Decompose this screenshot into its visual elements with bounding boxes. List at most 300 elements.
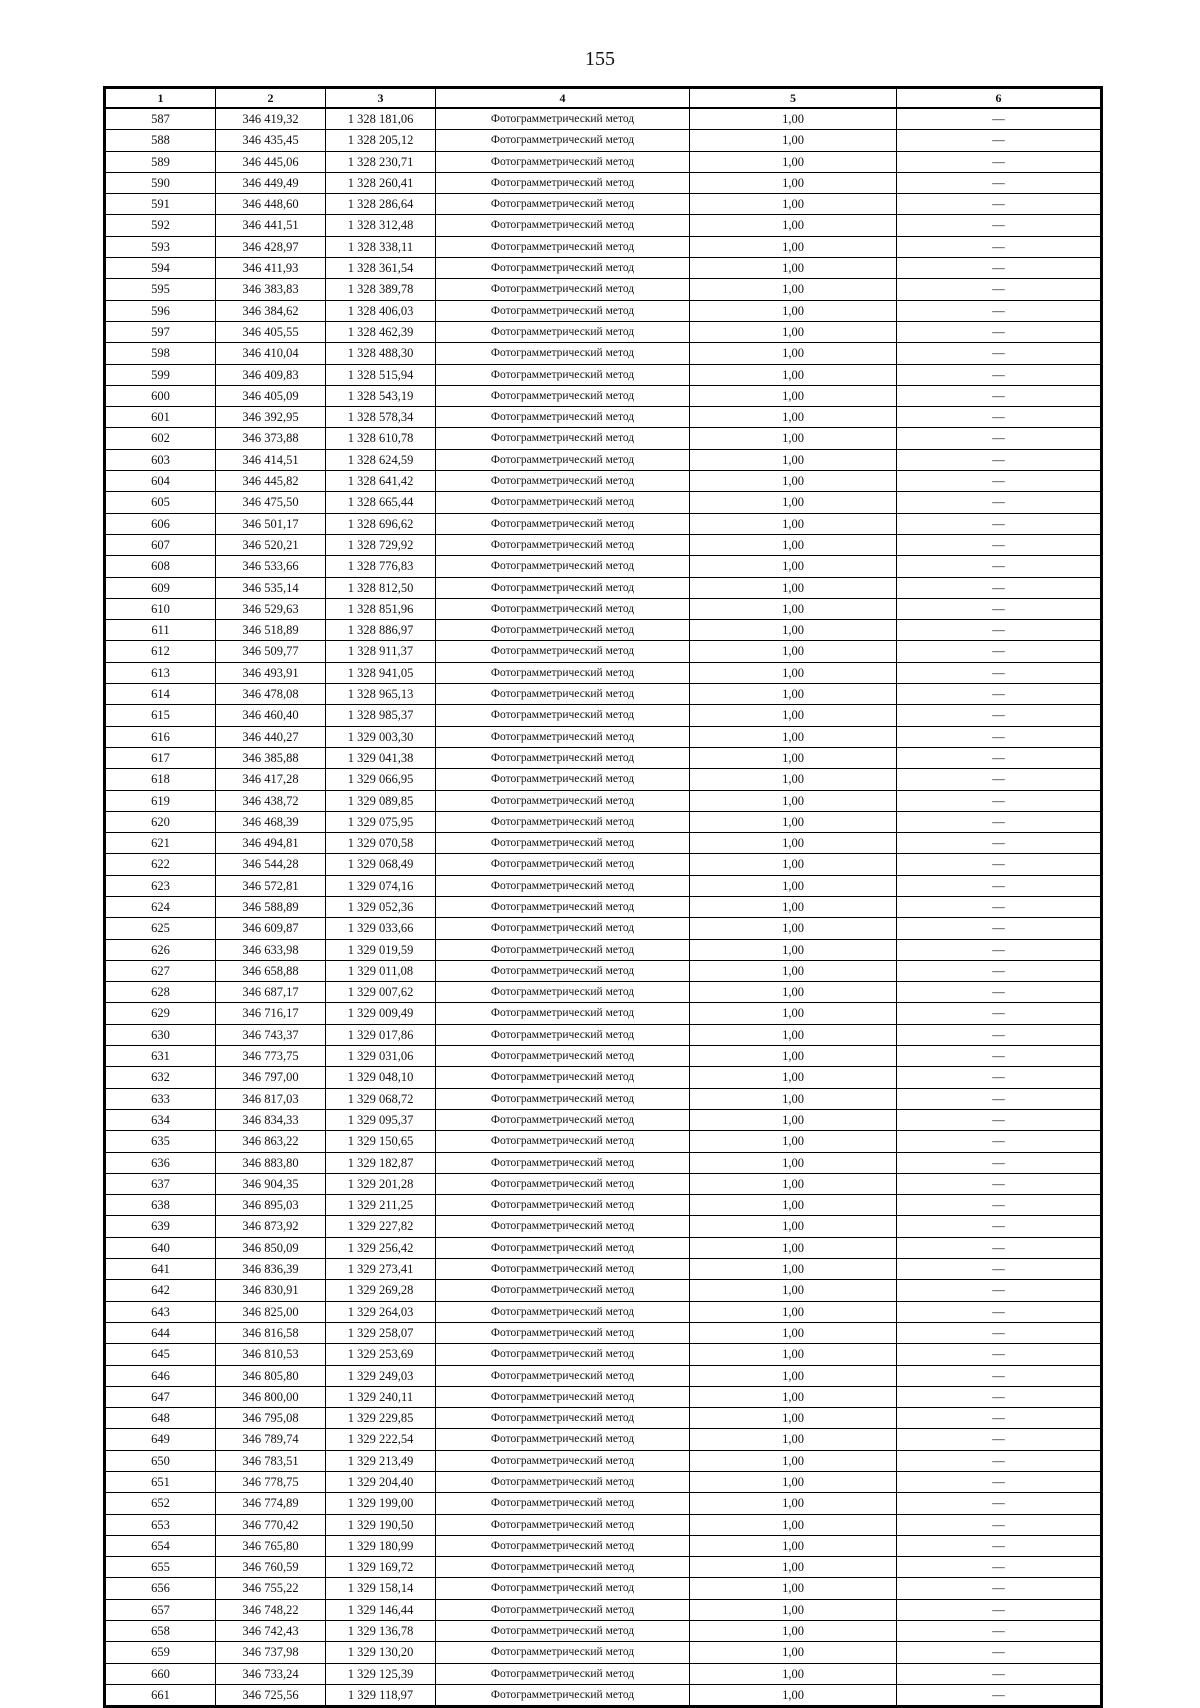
accuracy-cell: 1,00: [690, 471, 897, 492]
accuracy-cell: 1,00: [690, 1472, 897, 1493]
x-coordinate-cell: 346 392,95: [216, 407, 326, 428]
note-cell: —: [897, 982, 1102, 1003]
method-cell: Фотограмметрический метод: [436, 1109, 690, 1130]
y-coordinate-cell: 1 328 610,78: [326, 428, 436, 449]
y-coordinate-cell: 1 329 269,28: [326, 1280, 436, 1301]
method-cell: Фотограмметрический метод: [436, 1642, 690, 1663]
x-coordinate-cell: 346 609,87: [216, 918, 326, 939]
accuracy-cell: 1,00: [690, 641, 897, 662]
point-number-cell: 587: [105, 108, 216, 130]
accuracy-cell: 1,00: [690, 130, 897, 151]
table-row: [105, 279, 1102, 300]
x-coordinate-cell: 346 778,75: [216, 1472, 326, 1493]
y-coordinate-cell: 1 329 258,07: [326, 1322, 436, 1343]
note-cell: —: [897, 620, 1102, 641]
accuracy-cell: 1,00: [690, 1280, 897, 1301]
y-coordinate-cell: 1 329 190,50: [326, 1514, 436, 1535]
note-cell: —: [897, 1365, 1102, 1386]
x-coordinate-cell: 346 509,77: [216, 641, 326, 662]
method-cell: Фотограмметрический метод: [436, 833, 690, 854]
point-number-cell: 605: [105, 492, 216, 513]
y-coordinate-cell: 1 328 260,41: [326, 172, 436, 193]
table-row: [105, 471, 1102, 492]
note-cell: —: [897, 1450, 1102, 1471]
point-number-cell: 613: [105, 662, 216, 683]
method-cell: Фотограмметрический метод: [436, 790, 690, 811]
point-number-cell: 588: [105, 130, 216, 151]
point-number-cell: 616: [105, 726, 216, 747]
point-number-cell: 657: [105, 1599, 216, 1620]
note-cell: —: [897, 1578, 1102, 1599]
x-coordinate-cell: 346 836,39: [216, 1259, 326, 1280]
note-cell: —: [897, 215, 1102, 236]
method-cell: Фотограмметрический метод: [436, 1535, 690, 1556]
point-number-cell: 644: [105, 1322, 216, 1343]
note-cell: —: [897, 1493, 1102, 1514]
table-row: [105, 343, 1102, 364]
point-number-cell: 636: [105, 1152, 216, 1173]
column-header-4: 4: [436, 88, 690, 109]
method-cell: Фотограмметрический метод: [436, 747, 690, 768]
x-coordinate-cell: 346 383,83: [216, 279, 326, 300]
note-cell: —: [897, 279, 1102, 300]
column-header-2: 2: [216, 88, 326, 109]
y-coordinate-cell: 1 329 068,72: [326, 1088, 436, 1109]
point-number-cell: 617: [105, 747, 216, 768]
accuracy-cell: 1,00: [690, 172, 897, 193]
x-coordinate-cell: 346 895,03: [216, 1195, 326, 1216]
accuracy-cell: 1,00: [690, 1642, 897, 1663]
accuracy-cell: 1,00: [690, 1067, 897, 1088]
y-coordinate-cell: 1 328 729,92: [326, 534, 436, 555]
point-number-cell: 599: [105, 364, 216, 385]
note-cell: —: [897, 1003, 1102, 1024]
y-coordinate-cell: 1 329 204,40: [326, 1472, 436, 1493]
accuracy-cell: 1,00: [690, 620, 897, 641]
table-row: [105, 1429, 1102, 1450]
x-coordinate-cell: 346 535,14: [216, 577, 326, 598]
point-number-cell: 622: [105, 854, 216, 875]
point-number-cell: 614: [105, 684, 216, 705]
y-coordinate-cell: 1 328 543,19: [326, 385, 436, 406]
x-coordinate-cell: 346 755,22: [216, 1578, 326, 1599]
table-row: [105, 1408, 1102, 1429]
note-cell: —: [897, 833, 1102, 854]
point-number-cell: 646: [105, 1365, 216, 1386]
accuracy-cell: 1,00: [690, 534, 897, 555]
y-coordinate-cell: 1 329 048,10: [326, 1067, 436, 1088]
method-cell: Фотограмметрический метод: [436, 1322, 690, 1343]
x-coordinate-cell: 346 716,17: [216, 1003, 326, 1024]
method-cell: Фотограмметрический метод: [436, 1408, 690, 1429]
table-row: [105, 534, 1102, 555]
table-row: [105, 1599, 1102, 1620]
accuracy-cell: 1,00: [690, 300, 897, 321]
y-coordinate-cell: 1 329 031,06: [326, 1046, 436, 1067]
note-cell: —: [897, 662, 1102, 683]
x-coordinate-cell: 346 410,04: [216, 343, 326, 364]
table-row: [105, 1195, 1102, 1216]
note-cell: —: [897, 534, 1102, 555]
y-coordinate-cell: 1 328 624,59: [326, 449, 436, 470]
method-cell: Фотограмметрический метод: [436, 1514, 690, 1535]
table-row: [105, 854, 1102, 875]
y-coordinate-cell: 1 329 158,14: [326, 1578, 436, 1599]
coordinates-table: [103, 86, 1103, 1708]
method-cell: Фотограмметрический метод: [436, 939, 690, 960]
x-coordinate-cell: 346 817,03: [216, 1088, 326, 1109]
method-cell: Фотограмметрический метод: [436, 343, 690, 364]
point-number-cell: 653: [105, 1514, 216, 1535]
y-coordinate-cell: 1 329 041,38: [326, 747, 436, 768]
note-cell: —: [897, 449, 1102, 470]
note-cell: —: [897, 1472, 1102, 1493]
note-cell: —: [897, 918, 1102, 939]
point-number-cell: 604: [105, 471, 216, 492]
method-cell: Фотограмметрический метод: [436, 279, 690, 300]
x-coordinate-cell: 346 478,08: [216, 684, 326, 705]
y-coordinate-cell: 1 329 264,03: [326, 1301, 436, 1322]
accuracy-cell: 1,00: [690, 726, 897, 747]
point-number-cell: 590: [105, 172, 216, 193]
method-cell: Фотограмметрический метод: [436, 577, 690, 598]
accuracy-cell: 1,00: [690, 321, 897, 342]
table-row: [105, 1237, 1102, 1258]
x-coordinate-cell: 346 384,62: [216, 300, 326, 321]
note-cell: —: [897, 407, 1102, 428]
note-cell: —: [897, 1088, 1102, 1109]
table-body: [105, 108, 1102, 1707]
y-coordinate-cell: 1 329 249,03: [326, 1365, 436, 1386]
table-row: [105, 620, 1102, 641]
method-cell: Фотограмметрический метод: [436, 1024, 690, 1045]
accuracy-cell: 1,00: [690, 1684, 897, 1706]
accuracy-cell: 1,00: [690, 1408, 897, 1429]
note-cell: —: [897, 1173, 1102, 1194]
table-row: [105, 833, 1102, 854]
point-number-cell: 620: [105, 811, 216, 832]
table-row: [105, 428, 1102, 449]
accuracy-cell: 1,00: [690, 1493, 897, 1514]
accuracy-cell: 1,00: [690, 108, 897, 130]
y-coordinate-cell: 1 329 213,49: [326, 1450, 436, 1471]
accuracy-cell: 1,00: [690, 343, 897, 364]
method-cell: Фотограмметрический метод: [436, 1621, 690, 1642]
note-cell: —: [897, 428, 1102, 449]
x-coordinate-cell: 346 544,28: [216, 854, 326, 875]
point-number-cell: 592: [105, 215, 216, 236]
accuracy-cell: 1,00: [690, 1344, 897, 1365]
accuracy-cell: 1,00: [690, 960, 897, 981]
method-cell: Фотограмметрический метод: [436, 534, 690, 555]
method-cell: Фотограмметрический метод: [436, 620, 690, 641]
x-coordinate-cell: 346 743,37: [216, 1024, 326, 1045]
x-coordinate-cell: 346 440,27: [216, 726, 326, 747]
accuracy-cell: 1,00: [690, 1621, 897, 1642]
note-cell: —: [897, 108, 1102, 130]
note-cell: —: [897, 1663, 1102, 1684]
x-coordinate-cell: 346 448,60: [216, 194, 326, 215]
point-number-cell: 595: [105, 279, 216, 300]
note-cell: —: [897, 896, 1102, 917]
accuracy-cell: 1,00: [690, 556, 897, 577]
method-cell: Фотограмметрический метод: [436, 1259, 690, 1280]
method-cell: Фотограмметрический метод: [436, 1301, 690, 1322]
note-cell: —: [897, 1621, 1102, 1642]
table-row: [105, 1109, 1102, 1130]
note-cell: —: [897, 513, 1102, 534]
table-row: [105, 1557, 1102, 1578]
x-coordinate-cell: 346 449,49: [216, 172, 326, 193]
column-header-6: 6: [897, 88, 1102, 109]
method-cell: Фотограмметрический метод: [436, 1578, 690, 1599]
y-coordinate-cell: 1 329 019,59: [326, 939, 436, 960]
accuracy-cell: 1,00: [690, 1535, 897, 1556]
point-number-cell: 593: [105, 236, 216, 257]
note-cell: —: [897, 684, 1102, 705]
note-cell: —: [897, 1280, 1102, 1301]
point-number-cell: 652: [105, 1493, 216, 1514]
note-cell: —: [897, 172, 1102, 193]
method-cell: Фотограмметрический метод: [436, 321, 690, 342]
method-cell: Фотограмметрический метод: [436, 1195, 690, 1216]
note-cell: —: [897, 960, 1102, 981]
method-cell: Фотограмметрический метод: [436, 300, 690, 321]
accuracy-cell: 1,00: [690, 982, 897, 1003]
table-row: [105, 1152, 1102, 1173]
accuracy-cell: 1,00: [690, 1365, 897, 1386]
point-number-cell: 618: [105, 769, 216, 790]
table-row: [105, 918, 1102, 939]
table-row: [105, 194, 1102, 215]
y-coordinate-cell: 1 328 941,05: [326, 662, 436, 683]
note-cell: —: [897, 1408, 1102, 1429]
note-cell: —: [897, 769, 1102, 790]
method-cell: Фотограмметрический метод: [436, 194, 690, 215]
y-coordinate-cell: 1 328 338,11: [326, 236, 436, 257]
table-row: [105, 236, 1102, 257]
table-row: [105, 747, 1102, 768]
table-row: [105, 130, 1102, 151]
x-coordinate-cell: 346 468,39: [216, 811, 326, 832]
x-coordinate-cell: 346 773,75: [216, 1046, 326, 1067]
method-cell: Фотограмметрический метод: [436, 854, 690, 875]
point-number-cell: 649: [105, 1429, 216, 1450]
point-number-cell: 654: [105, 1535, 216, 1556]
table-row: [105, 1642, 1102, 1663]
method-cell: Фотограмметрический метод: [436, 1237, 690, 1258]
table-row: [105, 1259, 1102, 1280]
x-coordinate-cell: 346 441,51: [216, 215, 326, 236]
x-coordinate-cell: 346 493,91: [216, 662, 326, 683]
x-coordinate-cell: 346 428,97: [216, 236, 326, 257]
table-row: [105, 449, 1102, 470]
point-number-cell: 635: [105, 1131, 216, 1152]
accuracy-cell: 1,00: [690, 194, 897, 215]
y-coordinate-cell: 1 329 199,00: [326, 1493, 436, 1514]
x-coordinate-cell: 346 518,89: [216, 620, 326, 641]
method-cell: Фотограмметрический метод: [436, 364, 690, 385]
table-row: [105, 1535, 1102, 1556]
method-cell: Фотограмметрический метод: [436, 641, 690, 662]
accuracy-cell: 1,00: [690, 1322, 897, 1343]
method-cell: Фотограмметрический метод: [436, 875, 690, 896]
accuracy-cell: 1,00: [690, 854, 897, 875]
y-coordinate-cell: 1 328 911,37: [326, 641, 436, 662]
x-coordinate-cell: 346 435,45: [216, 130, 326, 151]
point-number-cell: 596: [105, 300, 216, 321]
y-coordinate-cell: 1 328 389,78: [326, 279, 436, 300]
note-cell: —: [897, 598, 1102, 619]
table-row: [105, 598, 1102, 619]
point-number-cell: 633: [105, 1088, 216, 1109]
method-cell: Фотограмметрический метод: [436, 407, 690, 428]
y-coordinate-cell: 1 329 052,36: [326, 896, 436, 917]
point-number-cell: 594: [105, 258, 216, 279]
point-number-cell: 638: [105, 1195, 216, 1216]
y-coordinate-cell: 1 328 205,12: [326, 130, 436, 151]
note-cell: —: [897, 1344, 1102, 1365]
table-row: [105, 684, 1102, 705]
method-cell: Фотограмметрический метод: [436, 1046, 690, 1067]
y-coordinate-cell: 1 329 180,99: [326, 1535, 436, 1556]
note-cell: —: [897, 300, 1102, 321]
x-coordinate-cell: 346 658,88: [216, 960, 326, 981]
x-coordinate-cell: 346 385,88: [216, 747, 326, 768]
accuracy-cell: 1,00: [690, 513, 897, 534]
y-coordinate-cell: 1 328 696,62: [326, 513, 436, 534]
method-cell: Фотограмметрический метод: [436, 1599, 690, 1620]
x-coordinate-cell: 346 748,22: [216, 1599, 326, 1620]
point-number-cell: 628: [105, 982, 216, 1003]
x-coordinate-cell: 346 501,17: [216, 513, 326, 534]
accuracy-cell: 1,00: [690, 896, 897, 917]
y-coordinate-cell: 1 328 578,34: [326, 407, 436, 428]
method-cell: Фотограмметрический метод: [436, 215, 690, 236]
y-coordinate-cell: 1 328 965,13: [326, 684, 436, 705]
point-number-cell: 623: [105, 875, 216, 896]
x-coordinate-cell: 346 795,08: [216, 1408, 326, 1429]
note-cell: —: [897, 151, 1102, 172]
point-number-cell: 660: [105, 1663, 216, 1684]
note-cell: —: [897, 747, 1102, 768]
x-coordinate-cell: 346 816,58: [216, 1322, 326, 1343]
method-cell: Фотограмметрический метод: [436, 1365, 690, 1386]
table-row: [105, 641, 1102, 662]
method-cell: Фотограмметрический метод: [436, 236, 690, 257]
point-number-cell: 661: [105, 1684, 216, 1706]
table-row: [105, 939, 1102, 960]
y-coordinate-cell: 1 329 075,95: [326, 811, 436, 832]
column-header-5: 5: [690, 88, 897, 109]
y-coordinate-cell: 1 329 240,11: [326, 1386, 436, 1407]
method-cell: Фотограмметрический метод: [436, 1684, 690, 1706]
point-number-cell: 607: [105, 534, 216, 555]
point-number-cell: 603: [105, 449, 216, 470]
point-number-cell: 647: [105, 1386, 216, 1407]
x-coordinate-cell: 346 733,24: [216, 1663, 326, 1684]
table-row: [105, 300, 1102, 321]
note-cell: —: [897, 854, 1102, 875]
note-cell: —: [897, 258, 1102, 279]
y-coordinate-cell: 1 329 273,41: [326, 1259, 436, 1280]
x-coordinate-cell: 346 805,80: [216, 1365, 326, 1386]
x-coordinate-cell: 346 687,17: [216, 982, 326, 1003]
x-coordinate-cell: 346 742,43: [216, 1621, 326, 1642]
accuracy-cell: 1,00: [690, 1450, 897, 1471]
accuracy-cell: 1,00: [690, 258, 897, 279]
note-cell: —: [897, 385, 1102, 406]
method-cell: Фотограмметрический метод: [436, 769, 690, 790]
x-coordinate-cell: 346 850,09: [216, 1237, 326, 1258]
note-cell: —: [897, 1152, 1102, 1173]
x-coordinate-cell: 346 834,33: [216, 1109, 326, 1130]
x-coordinate-cell: 346 572,81: [216, 875, 326, 896]
note-cell: —: [897, 1322, 1102, 1343]
note-cell: —: [897, 1237, 1102, 1258]
point-number-cell: 640: [105, 1237, 216, 1258]
method-cell: Фотограмметрический метод: [436, 1557, 690, 1578]
note-cell: —: [897, 577, 1102, 598]
note-cell: —: [897, 236, 1102, 257]
accuracy-cell: 1,00: [690, 407, 897, 428]
x-coordinate-cell: 346 494,81: [216, 833, 326, 854]
accuracy-cell: 1,00: [690, 215, 897, 236]
note-cell: —: [897, 1109, 1102, 1130]
y-coordinate-cell: 1 329 009,49: [326, 1003, 436, 1024]
x-coordinate-cell: 346 438,72: [216, 790, 326, 811]
x-coordinate-cell: 346 405,55: [216, 321, 326, 342]
y-coordinate-cell: 1 329 070,58: [326, 833, 436, 854]
x-coordinate-cell: 346 475,50: [216, 492, 326, 513]
point-number-cell: 632: [105, 1067, 216, 1088]
method-cell: Фотограмметрический метод: [436, 726, 690, 747]
note-cell: —: [897, 321, 1102, 342]
point-number-cell: 656: [105, 1578, 216, 1599]
y-coordinate-cell: 1 329 222,54: [326, 1429, 436, 1450]
y-coordinate-cell: 1 329 017,86: [326, 1024, 436, 1045]
note-cell: —: [897, 1195, 1102, 1216]
y-coordinate-cell: 1 329 256,42: [326, 1237, 436, 1258]
method-cell: Фотограмметрический метод: [436, 556, 690, 577]
method-cell: Фотограмметрический метод: [436, 1472, 690, 1493]
table-row: [105, 896, 1102, 917]
y-coordinate-cell: 1 328 312,48: [326, 215, 436, 236]
x-coordinate-cell: 346 373,88: [216, 428, 326, 449]
table-row: [105, 1131, 1102, 1152]
table-row: [105, 960, 1102, 981]
table-row: [105, 172, 1102, 193]
accuracy-cell: 1,00: [690, 662, 897, 683]
accuracy-cell: 1,00: [690, 364, 897, 385]
y-coordinate-cell: 1 329 089,85: [326, 790, 436, 811]
note-cell: —: [897, 1514, 1102, 1535]
x-coordinate-cell: 346 810,53: [216, 1344, 326, 1365]
note-cell: —: [897, 471, 1102, 492]
y-coordinate-cell: 1 329 150,65: [326, 1131, 436, 1152]
y-coordinate-cell: 1 328 361,54: [326, 258, 436, 279]
method-cell: Фотограмметрический метод: [436, 1663, 690, 1684]
table-row: [105, 769, 1102, 790]
point-number-cell: 609: [105, 577, 216, 598]
x-coordinate-cell: 346 520,21: [216, 534, 326, 555]
y-coordinate-cell: 1 328 776,83: [326, 556, 436, 577]
point-number-cell: 611: [105, 620, 216, 641]
x-coordinate-cell: 346 411,93: [216, 258, 326, 279]
point-number-cell: 658: [105, 1621, 216, 1642]
point-number-cell: 602: [105, 428, 216, 449]
table-row: [105, 321, 1102, 342]
